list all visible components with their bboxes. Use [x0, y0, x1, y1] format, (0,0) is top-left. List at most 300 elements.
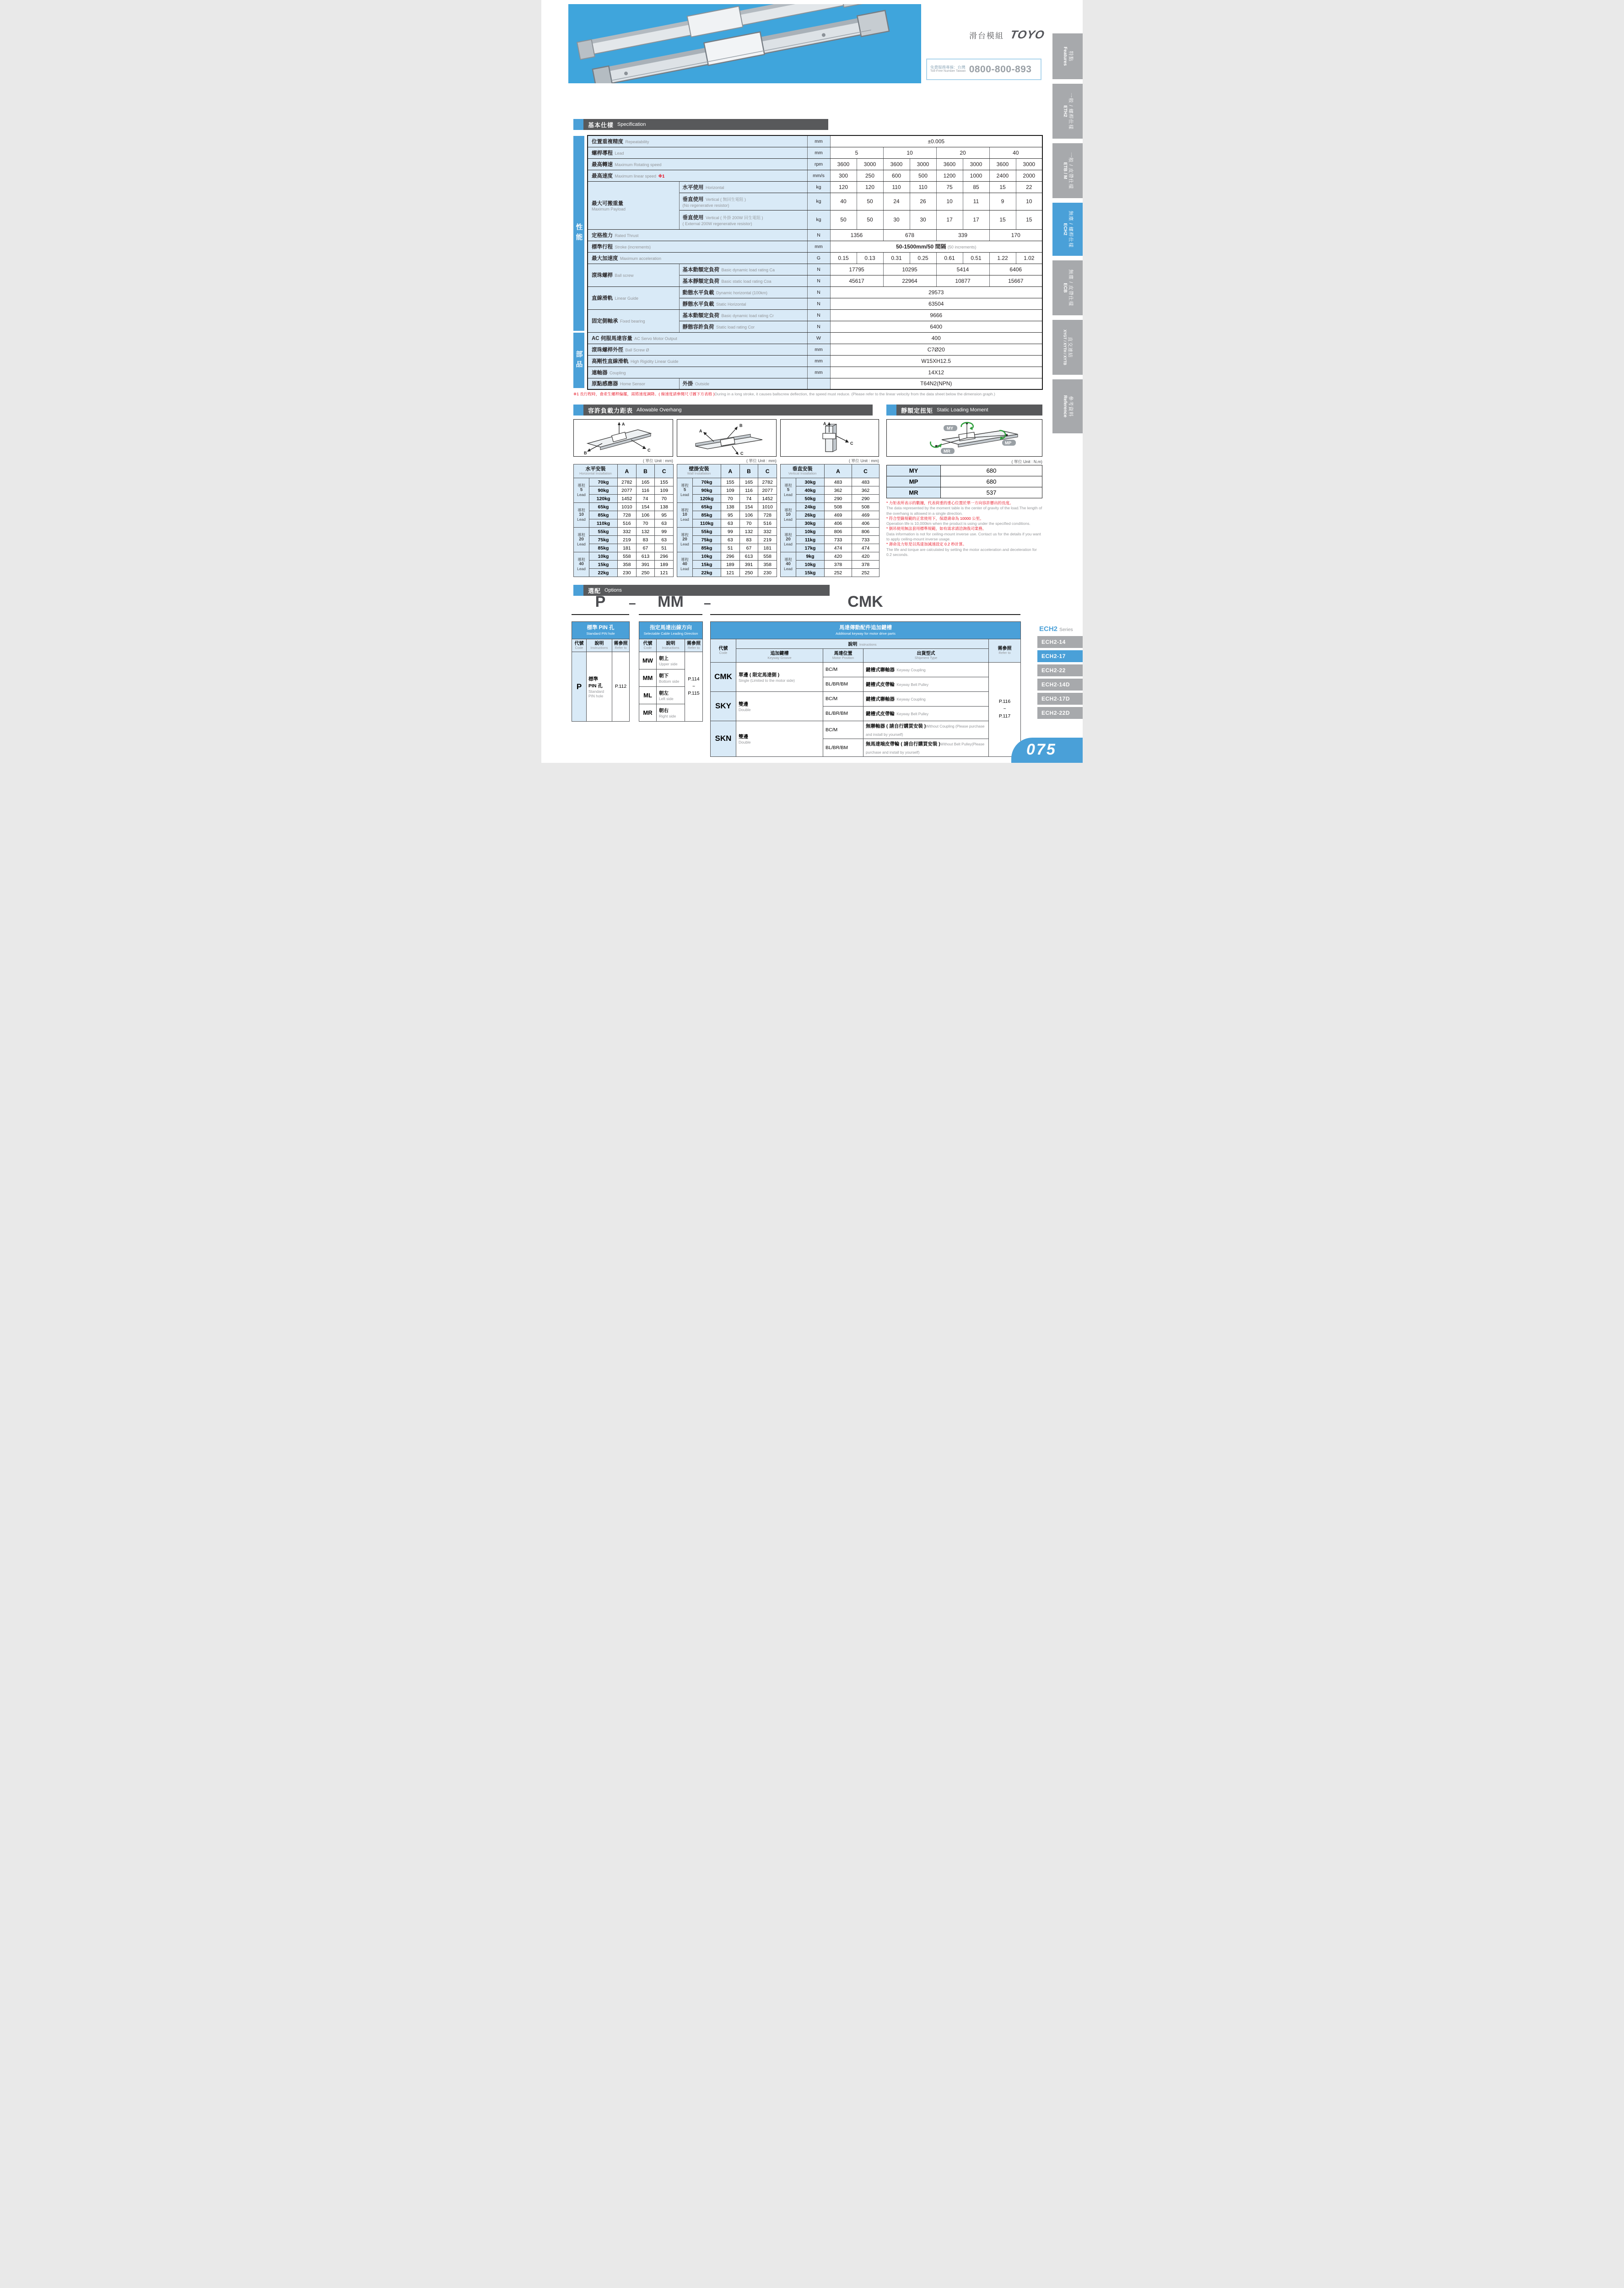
group-strip-performance: 性能 — [573, 136, 584, 331]
payload-weight: 70kg — [693, 478, 721, 486]
sidebar-tab-label-en: ECB — [1062, 283, 1068, 293]
accent-square-icon — [573, 405, 583, 416]
spec-value-cell: 120 — [830, 181, 857, 193]
order-code-mm: MM — [639, 594, 702, 615]
moment-title-en: Static Loading Moment — [937, 407, 988, 413]
spec-row: 滾珠螺桿 Ball screw 基本動額定負荷 Basic dynamic load rating Ca N 17795 10295 5414 6406 — [588, 264, 1042, 275]
series-item-ech2-17[interactable]: ECH2-17 — [1037, 650, 1083, 662]
moment-axes-diagram — [886, 419, 1042, 457]
payload-weight: 70kg — [589, 478, 618, 486]
spec-value-cell: 2400 — [989, 170, 1016, 181]
payload-weight: 110kg — [589, 519, 618, 528]
svg-text:B: B — [739, 423, 743, 428]
page-number: 075 — [1026, 741, 1057, 758]
spec-value-cell: 45617 — [830, 275, 883, 286]
order-code-p: P — [572, 594, 629, 615]
sidebar-tab-label-en: Reference — [1062, 395, 1068, 418]
overhang-value: 63 — [721, 519, 740, 528]
spec-value-cell: 1356 — [830, 229, 883, 241]
payload-weight: 85kg — [693, 511, 721, 519]
overhang-value: 469 — [825, 511, 852, 519]
overhang-value: 95 — [655, 511, 674, 519]
svg-text:MR: MR — [944, 449, 950, 454]
column-header: A — [825, 464, 852, 478]
spec-table — [587, 135, 1043, 390]
svg-text:C: C — [740, 451, 744, 456]
payload-weight: 10kg — [796, 561, 825, 569]
table-row: MR 537 — [887, 487, 1042, 498]
spec-value-cell: 15 — [989, 210, 1016, 229]
spec-row: 位置重複精度 Repeatability mm ±0.005 — [588, 135, 1042, 147]
overhang-value: 67 — [636, 544, 655, 552]
series-item-ech2-14d[interactable]: ECH2-14D — [1037, 679, 1083, 691]
spec-value-cell: 1.02 — [1016, 252, 1042, 264]
installation-table-title: 水平安裝 Horizontal Installation — [574, 464, 618, 478]
keyway-option-table: 馬達傳動配件追加鍵槽 Additional keyway for motor drive parts 代號 Code 說明 Instructions 需參照 Refer to 追加鍵槽 Keyway Groove 馬達位置 Motor Position 出貨型式 Shipment Type CMK 單邊 ( 限定馬達側 ) Single (Limited to the motor side) BC/M 鍵槽式聯軸器 Keyway Coupling P.116 ~ P.117 BL/BR/BM 鍵槽式皮帶輪 Keyway Belt Pulley SKY 雙邊 Double BC/M 鍵槽式聯軸器 Keyway Coupling BL/BR/BM 鍵槽式皮帶輪 Keyway Belt Pulley SKN 雙邊 Double BC/M 無聯軸器 ( 請自行購買安裝 )Without Coupling (Please purchase and install by yourself) BL/BR/BM 無馬達端皮帶輪 ( 請自行購買安裝 )Without Belt Pulley(Please purchase and install by yourself) — [710, 621, 1021, 757]
spec-value-cell: 3600 — [936, 158, 963, 170]
sidebar-tab-ech2[interactable] — [1052, 203, 1083, 256]
sidebar-tab-label-en: ETH2 — [1062, 105, 1068, 117]
overhang-value: 250 — [636, 569, 655, 577]
overhang-value: 63 — [655, 536, 674, 544]
spec-value-cell: 500 — [910, 170, 936, 181]
static-moment-table — [886, 465, 1042, 498]
tollfree-number: 0800-800-893 — [969, 64, 1032, 75]
payload-weight: 55kg — [589, 528, 618, 536]
overhang-value: 83 — [636, 536, 655, 544]
spec-value-cell: 26 — [910, 193, 936, 210]
payload-weight: 90kg — [693, 486, 721, 495]
spec-value-cell: 110 — [883, 181, 910, 193]
payload-weight: 110kg — [693, 519, 721, 528]
payload-weight: 65kg — [693, 503, 721, 511]
spec-value-cell: 50 — [857, 193, 883, 210]
order-code-dash: – — [629, 596, 636, 610]
overhang-value: 95 — [721, 511, 740, 519]
overhang-value: 181 — [758, 544, 777, 552]
overhang-value: 70 — [739, 519, 758, 528]
overhang-value: 132 — [739, 528, 758, 536]
overhang-value: 155 — [655, 478, 674, 486]
table-row: MR 朝右 Right side — [639, 704, 703, 722]
overhang-value: 733 — [825, 536, 852, 544]
overhang-value: 106 — [636, 511, 655, 519]
overhang-value: 63 — [655, 519, 674, 528]
overhang-value: 733 — [852, 536, 879, 544]
spec-value-cell: 170 — [989, 229, 1042, 241]
svg-text:A: A — [622, 422, 625, 426]
table-row — [781, 552, 879, 561]
overhang-value: 109 — [655, 486, 674, 495]
spec-value-cell: 3000 — [910, 158, 936, 170]
overhang-value: 332 — [758, 528, 777, 536]
spec-row: 原點感應器 Home Sensor 外掛 Outside T64N2(NPN) — [588, 378, 1042, 389]
overhang-title-en: Allowable Overhang — [637, 407, 682, 413]
overhang-value: 296 — [655, 552, 674, 561]
spec-row: 垂直使用 Vertical ( 外掛 200W 回生電阻 ) ( External 200W regenerative resistor) kg 50 50 30 30 17 17 15 15 — [588, 210, 1042, 229]
lead-group-label: 導程 5 Lead — [677, 478, 693, 503]
spec-value-cell: 5414 — [936, 264, 989, 275]
table-row: MP 680 — [887, 476, 1042, 487]
wall-installation-table — [677, 464, 777, 577]
spec-row: 靜態水平負載 Static Horizontal N 63504 — [588, 298, 1042, 309]
spec-value-cell: 15 — [989, 181, 1016, 193]
overhang-value: 70 — [721, 495, 740, 503]
overhang-value: 181 — [618, 544, 637, 552]
payload-weight: 15kg — [693, 561, 721, 569]
payload-weight: 75kg — [589, 536, 618, 544]
accent-square-icon — [573, 119, 583, 130]
column-header: A — [721, 464, 740, 478]
spec-value-cell: 3000 — [857, 158, 883, 170]
overhang-value: 165 — [636, 478, 655, 486]
table-row: P 標準 PIN 孔 Standard PIN hole P.112 — [572, 652, 630, 722]
options-title-zh: 選配 — [588, 587, 601, 594]
overhang-value: 474 — [825, 544, 852, 552]
spec-row: 標準行程 Stroke (increments) mm 50-1500mm/50 間隔 (50 increments) — [588, 241, 1042, 252]
spec-value-cell: 10 — [936, 193, 963, 210]
sidebar-tab-label-zh: 一般 / 螺桿仕樣 — [1068, 92, 1074, 130]
lead-group-label: 導程 20 Lead — [781, 528, 796, 552]
spec-value-cell: 17 — [963, 210, 989, 229]
spec-row: 基本靜額定負荷 Basic static load rating Coa N 45617 22964 10877 15667 — [588, 275, 1042, 286]
overhang-value: 165 — [739, 478, 758, 486]
payload-weight: 11kg — [796, 536, 825, 544]
overhang-value: 508 — [852, 503, 879, 511]
spec-value-cell: 1000 — [963, 170, 989, 181]
overhang-value: 99 — [721, 528, 740, 536]
spec-value-cell: 1200 — [936, 170, 963, 181]
overhang-value: 252 — [852, 569, 879, 577]
overhang-title-zh: 容許負載力距表 — [588, 407, 633, 414]
column-header: B — [636, 464, 655, 478]
sidebar-tab-label-zh: 無塵 / 皮帶仕樣 — [1068, 269, 1074, 307]
payload-weight: 85kg — [589, 544, 618, 552]
overhang-value: 420 — [825, 552, 852, 561]
lead-group-label: 導程 40 Lead — [781, 552, 796, 577]
tollfree-label-zh: 免費服務專線：台灣 — [930, 65, 966, 70]
overhang-value: 250 — [739, 569, 758, 577]
table-row: BL/BR/BM 鍵槽式皮帶輪 Keyway Belt Pulley — [711, 706, 1021, 721]
overhang-value: 67 — [739, 544, 758, 552]
moment-notes: * 力矩表所表示的數據，代表荷重的重心位置於單一方向容許懸出的長度。 The data represented by the moment table is the center of gravity of the load.The length of the overhang is allowed in a single direction. * 符合型錄規範的正常使用下，保證壽命為 10000 公里。 Operation life is 10,000km when the product is using under the specified conditions. * 倒吊使用無法套用標準規範，如有需求請洽詢我司業務。 Data information is not for ceiling-mount inverse use. Contact us for the details if you want to apply ceiling-mount inverse usage. * 壽命及力矩是以馬達加減速設定 0.2 秒計算。 The life and torque are calculated by setting the motor acceleration and deceleration for 0.2 seconds. — [886, 501, 1042, 557]
table-row — [781, 528, 879, 536]
sidebar-tab-label-zh: 參考資料 — [1068, 395, 1074, 417]
sidebar-tab-label-zh: 無塵 / 螺桿仕樣 — [1068, 210, 1074, 248]
table-row: MW 朝上 Upper side P.114 ~ P.115 — [639, 652, 703, 669]
order-code-dash: – — [704, 596, 711, 610]
linear-actuator-illustration — [568, 4, 921, 83]
spec-value-cell: 10877 — [936, 275, 989, 286]
overhang-value: 2077 — [758, 486, 777, 495]
overhang-value: 806 — [825, 528, 852, 536]
overhang-value: 1452 — [618, 495, 637, 503]
brand-header — [969, 28, 1044, 42]
spec-section-header — [573, 119, 828, 130]
catalog-page — [541, 0, 1083, 763]
table-row: ML 朝左 Left side — [639, 687, 703, 704]
series-item-ech2-22[interactable]: ECH2-22 — [1037, 664, 1083, 676]
payload-weight: 9kg — [796, 552, 825, 561]
overhang-section-header — [573, 405, 873, 416]
overhang-value: 358 — [758, 561, 777, 569]
spec-title-en: Specification — [617, 122, 646, 127]
svg-text:MY: MY — [947, 426, 954, 431]
unit-note: ( 單位 Unit : mm) — [746, 459, 777, 463]
overhang-value: 230 — [618, 569, 637, 577]
overhang-value: 252 — [825, 569, 852, 577]
overhang-value: 358 — [618, 561, 637, 569]
moment-section-header — [886, 405, 1042, 416]
spec-value-cell: 30 — [910, 210, 936, 229]
spec-value-cell: 10 — [1016, 193, 1042, 210]
overhang-value: 406 — [825, 519, 852, 528]
spec-row: 最大加速度 Maximum acceleration G 0.15 0.13 0.31 0.25 0.61 0.51 1.22 1.02 — [588, 252, 1042, 264]
spec-value-cell: 2000 — [1016, 170, 1042, 181]
installation-table-title: 垂直安裝 Vertical Installation — [781, 464, 825, 478]
spec-value-cell: 339 — [936, 229, 989, 241]
payload-weight: 22kg — [589, 569, 618, 577]
group-strip-parts: 部品 — [573, 333, 584, 388]
spec-value-cell: 300 — [830, 170, 857, 181]
accent-square-icon — [886, 405, 896, 416]
column-header: C — [852, 464, 879, 478]
overhang-value: 728 — [758, 511, 777, 519]
overhang-value: 2782 — [758, 478, 777, 486]
spec-row: 固定側軸承 Fixed bearing 基本動額定負荷 Basic dynamic load rating Cr N 9666 — [588, 309, 1042, 321]
spec-value-cell: 22964 — [883, 275, 936, 286]
pin-hole-option-table: 標準 PIN 孔 Standard PIN hole 代號 Code 說明 Instructions 需參照 Refer to P 標準 PIN 孔 Standard PIN hole P.112 — [572, 621, 630, 722]
overhang-value: 362 — [852, 486, 879, 495]
sidebar-tab-label-zh: 一般 / 皮帶仕樣 — [1068, 152, 1074, 189]
lead-group-label: 導程 10 Lead — [781, 503, 796, 528]
sidebar-tab-label-en: XYGT / XYTH / XYTB — [1063, 329, 1067, 365]
payload-weight: 15kg — [796, 569, 825, 577]
svg-text:B: B — [584, 451, 587, 455]
overhang-value: 806 — [852, 528, 879, 536]
overhang-value: 121 — [721, 569, 740, 577]
overhang-value: 74 — [636, 495, 655, 503]
spec-value-cell: 75 — [936, 181, 963, 193]
unit-note: ( 單位 Unit : mm) — [643, 459, 673, 463]
overhang-value: 290 — [852, 495, 879, 503]
lead-group-label: 導程 10 Lead — [574, 503, 589, 528]
payload-weight: 10kg — [693, 552, 721, 561]
series-title: ECH2 Series — [1039, 625, 1073, 633]
overhang-value: 378 — [825, 561, 852, 569]
spec-value-cell: 40 — [830, 193, 857, 210]
spec-value-cell: 3600 — [883, 158, 910, 170]
lead-group-label: 導程 5 Lead — [781, 478, 796, 503]
spec-value-cell: 17 — [936, 210, 963, 229]
payload-weight: 85kg — [589, 511, 618, 519]
table-row — [677, 552, 777, 561]
spec-row: 滾珠螺桿外徑 Ball Screw Ø mm C7Ø20 — [588, 344, 1042, 355]
sidebar-tab-features[interactable] — [1052, 33, 1083, 79]
payload-weight: 17kg — [796, 544, 825, 552]
sidebar-tab-reference[interactable] — [1052, 379, 1083, 433]
overhang-value: 420 — [852, 552, 879, 561]
table-row: MY 680 — [887, 465, 1042, 476]
sidebar-tab-label-en: ECH2 — [1062, 223, 1068, 236]
overhang-value: 63 — [721, 536, 740, 544]
overhang-value: 155 — [721, 478, 740, 486]
overhang-value: 219 — [618, 536, 637, 544]
overhang-value: 116 — [636, 486, 655, 495]
svg-text:MP: MP — [1005, 441, 1012, 446]
payload-weight: 65kg — [589, 503, 618, 511]
spec-value-cell: 40 — [989, 147, 1042, 158]
svg-text:A: A — [699, 429, 702, 433]
product-category-label: 滑台模組 — [969, 32, 1004, 40]
overhang-value: 2077 — [618, 486, 637, 495]
lead-group-label: 導程 10 Lead — [677, 503, 693, 528]
lead-group-label: 導程 40 Lead — [677, 552, 693, 577]
spec-value-cell: 600 — [883, 170, 910, 181]
overhang-value: 189 — [655, 561, 674, 569]
overhang-value: 332 — [618, 528, 637, 536]
moment-title-zh: 靜額定扭矩 — [901, 407, 933, 414]
overhang-value: 116 — [739, 486, 758, 495]
payload-weight: 30kg — [796, 478, 825, 486]
spec-value-cell: 20 — [936, 147, 989, 158]
table-row: BL/BR/BM 無馬達端皮帶輪 ( 請自行購買安裝 )Without Belt Pulley(Please purchase and install by yourself) — [711, 739, 1021, 756]
overhang-value: 290 — [825, 495, 852, 503]
payload-weight: 15kg — [589, 561, 618, 569]
payload-weight: 10kg — [796, 528, 825, 536]
payload-weight: 75kg — [693, 536, 721, 544]
svg-text:C: C — [647, 448, 651, 453]
spec-value-cell: 0.13 — [857, 252, 883, 264]
overhang-value: 51 — [655, 544, 674, 552]
spec-value-cell: 85 — [963, 181, 989, 193]
horizontal-installation-table — [573, 464, 674, 577]
table-row — [677, 503, 777, 511]
wall-overhang-diagram — [677, 419, 777, 457]
spec-row: 最高轉速 Maximum Rotating speed rpm 3600 3000 3600 3000 3600 3000 3600 3000 — [588, 158, 1042, 170]
sidebar-tab-xygt-xyth-xytb[interactable] — [1052, 320, 1083, 375]
spec-row: 最高速度 Maximum linear speed ※1 mm/s 300 250 600 500 1200 1000 2400 2000 — [588, 170, 1042, 181]
payload-weight: 24kg — [796, 503, 825, 511]
spec-value-cell: 0.25 — [910, 252, 936, 264]
column-header: A — [618, 464, 637, 478]
overhang-value: 391 — [739, 561, 758, 569]
overhang-value: 296 — [721, 552, 740, 561]
spec-value-cell: 110 — [910, 181, 936, 193]
horizontal-overhang-diagram — [573, 419, 673, 457]
overhang-value: 138 — [655, 503, 674, 511]
unit-note: ( 單位 Unit : mm) — [849, 459, 879, 463]
svg-text:C: C — [850, 441, 853, 446]
product-photo-panel — [568, 4, 921, 83]
spec-value-cell: 0.51 — [963, 252, 989, 264]
spec-row: 垂直使用 Vertical ( 無回生電阻 ) (No regenerative resistor) kg 40 50 24 26 10 11 9 10 — [588, 193, 1042, 210]
table-row: SKN 雙邊 Double BC/M 無聯軸器 ( 請自行購買安裝 )Without Coupling (Please purchase and install by yourself) — [711, 721, 1021, 739]
spec-value-cell: 250 — [857, 170, 883, 181]
installation-table-title: 壁掛安裝 Wall Installation — [677, 464, 721, 478]
sidebar-tab-eth2[interactable] — [1052, 84, 1083, 139]
sidebar — [1052, 0, 1083, 763]
series-item-ech2-14[interactable]: ECH2-14 — [1037, 636, 1083, 648]
svg-text:A: A — [823, 421, 826, 426]
spec-value-cell: 3600 — [989, 158, 1016, 170]
overhang-value: 508 — [825, 503, 852, 511]
overhang-value: 132 — [636, 528, 655, 536]
cable-direction-option-table: 指定馬達出線方向 Selectable Cable Leading Direction 代號 Code 說明 Instructions 需參照 Refer to MW 朝上 Upper side P.114 ~ P.115 MM 朝下 Bottom side ML 朝左 Left side MR 朝右 Right side — [639, 621, 703, 722]
spec-value-cell: 50 — [857, 210, 883, 229]
overhang-value: 483 — [852, 478, 879, 486]
table-row — [574, 528, 674, 536]
column-header: B — [739, 464, 758, 478]
table-row — [574, 552, 674, 561]
spec-footnote: ※1 長行程時，會產生螺桿偏擺，需將速度調降。( 線速度請參閱尺寸圖下方表格 )During in a long stroke, it causes ballscrew deflection, the speed must reduce. (Please refer to the linear velocity from the data sheet below the dimension graph.) — [573, 392, 995, 396]
table-row: SKY 雙邊 Double BC/M 鍵槽式聯軸器 Keyway Coupling — [711, 691, 1021, 706]
spec-value-cell: 0.61 — [936, 252, 963, 264]
spec-value-cell: 0.31 — [883, 252, 910, 264]
overhang-value: 121 — [655, 569, 674, 577]
spec-value-cell: 3000 — [963, 158, 989, 170]
spec-value-cell: 15 — [1016, 210, 1042, 229]
spec-row: 螺桿導程 Lead mm 5 10 20 40 — [588, 147, 1042, 158]
overhang-value: 406 — [852, 519, 879, 528]
tollfree-box — [926, 59, 1041, 80]
table-row — [781, 478, 879, 486]
sidebar-tab-label-zh: 直交連結 — [1067, 336, 1073, 358]
overhang-value: 516 — [758, 519, 777, 528]
sidebar-tab-label-en: Features — [1062, 47, 1068, 66]
payload-weight: 120kg — [589, 495, 618, 503]
sidebar-tab-etb-m[interactable] — [1052, 143, 1083, 198]
overhang-value: 154 — [636, 503, 655, 511]
payload-weight: 10kg — [589, 552, 618, 561]
column-header: C — [655, 464, 674, 478]
overhang-value: 1452 — [758, 495, 777, 503]
spec-value-cell: 6406 — [989, 264, 1042, 275]
spec-row: 連軸器 Coupling mm 14X12 — [588, 367, 1042, 378]
options-title-en: Options — [604, 588, 622, 593]
overhang-value: 469 — [852, 511, 879, 519]
overhang-value: 728 — [618, 511, 637, 519]
spec-value-cell: 10295 — [883, 264, 936, 275]
payload-weight: 22kg — [693, 569, 721, 577]
spec-value-cell: 11 — [963, 193, 989, 210]
spec-value-cell: 10 — [883, 147, 936, 158]
overhang-value: 138 — [721, 503, 740, 511]
payload-weight: 30kg — [796, 519, 825, 528]
table-row — [781, 503, 879, 511]
overhang-value: 74 — [739, 495, 758, 503]
overhang-value: 474 — [852, 544, 879, 552]
spec-row: 靜態容許負荷 Static load rating Cor N 6400 — [588, 321, 1042, 332]
series-item-ech2-17d[interactable]: ECH2-17D — [1037, 693, 1083, 705]
payload-weight: 40kg — [796, 486, 825, 495]
table-row — [574, 503, 674, 511]
table-row — [677, 478, 777, 486]
spec-row: 直線滑軌 Linear Guide 動態水平負載 Dynamic horizontal (100km) N 29573 — [588, 286, 1042, 298]
payload-weight: 26kg — [796, 511, 825, 519]
table-row: BL/BR/BM 鍵槽式皮帶輪 Keyway Belt Pulley — [711, 677, 1021, 691]
sidebar-tab-ecb[interactable] — [1052, 260, 1083, 315]
spec-value-cell: 15667 — [989, 275, 1042, 286]
series-item-ech2-22d[interactable]: ECH2-22D — [1037, 707, 1083, 719]
sidebar-tab-label-en: ETB / M — [1062, 162, 1068, 179]
table-row — [677, 528, 777, 536]
payload-weight: 50kg — [796, 495, 825, 503]
spec-value-cell: 17795 — [830, 264, 883, 275]
overhang-value: 51 — [721, 544, 740, 552]
table-row: CMK 單邊 ( 限定馬達側 ) Single (Limited to the motor side) BC/M 鍵槽式聯軸器 Keyway Coupling P.116 ~ P.117 — [711, 662, 1021, 677]
overhang-value: 613 — [636, 552, 655, 561]
